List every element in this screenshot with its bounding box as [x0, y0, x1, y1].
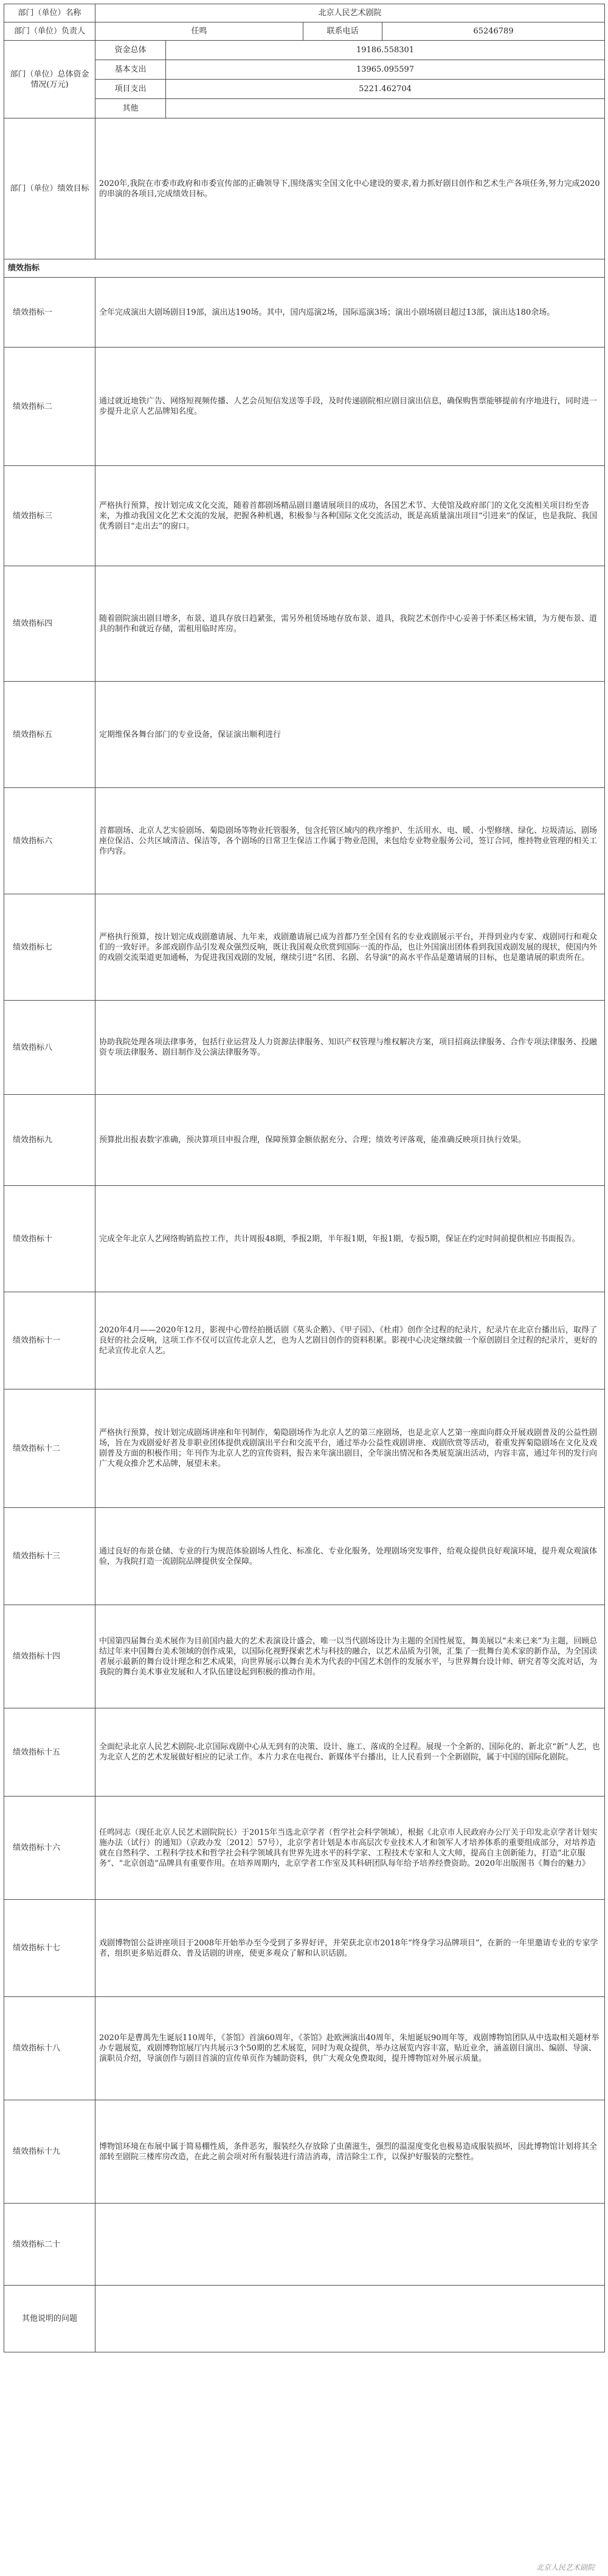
indicator-text: 随着剧院演出剧目增多，布景、道具存放日趋紧张，需另外租赁场地存放布景、道具，我院艺术创作中心妥善于怀柔区杨宋镇，为方便布景、道具的制作和就近存储，需租用临时库房。	[95, 566, 605, 682]
indicator-label: 绩效指标十一	[4, 1292, 95, 1389]
other-issues-row	[4, 2286, 605, 2352]
funds-item-name: 其他	[95, 99, 166, 118]
other-issues-text	[95, 2286, 605, 2352]
indicator-text: 严格执行预算，按计划完成文化交流，随着首都剧场精品剧目邀请展项目的成功，各国艺术节、大使馆及政府部门的文化交流相关项目纷至沓来，为推动我国文化艺术交流的发展，把握各种机遇，积极参与各种国际文化交流活动，既是高质量演出项目“引进来”的保证，也是我院、我国优秀剧目“走出去”的窗口。	[95, 466, 605, 566]
indicator-row	[4, 1997, 605, 2100]
indicator-text: 通过良好的布景仓储、专业的行为规范体验剧场人性化、标准化、专业化服务，处理剧场突发事件，给观众提供良好观演环境，提升观众观演体验，为我院打造一流剧院品牌提供安全保障。	[95, 1508, 605, 1605]
phone-label: 联系电话	[303, 22, 382, 41]
indicator-text: 协助我院处理各项法律事务，包括行业运营及人力资源法律服务、知识产权管理与维权解决方案，项目招商法律服务、合作专项法律服务、投融资专项法律服务、剧目制作及公演法律服务等。	[95, 1001, 605, 1095]
indicator-label: 绩效指标十	[4, 1186, 95, 1292]
indicator-row	[4, 466, 605, 566]
funds-item-amount: 13965.095597	[166, 60, 605, 80]
target-label: 部门（单位）绩效目标	[4, 118, 95, 259]
indicator-row	[4, 1708, 605, 1797]
indicator-row	[4, 1095, 605, 1186]
section-header-row	[4, 259, 605, 278]
indicator-label: 绩效指标十六	[4, 1797, 95, 1900]
indicator-label: 绩效指标二十	[4, 2204, 95, 2286]
indicator-label: 绩效指标一	[4, 278, 95, 348]
leader-name: 任鸣	[95, 22, 303, 41]
indicator-text: 全面纪录北京人民艺术剧院-北京国际戏剧中心从无到有的决策、设计、施工、落成的全过程。展现一个全新的、国际化的、新北京“新”人艺，也为北京人艺的艺术发展做好相应的记录工作。本片力求在电视台、新媒体平台播出，让人民看到一个全新剧院，属于中国的国际化剧院。	[95, 1708, 605, 1797]
indicator-text: 严格执行预算，按计划完成戏剧邀请展、九年来，戏剧邀请展已成为首都乃至全国有名的专业戏剧展示平台，并得到业内专家、戏剧同行和观众们的一致好评。多部戏剧作品引发观众强烈反响，既让我国观众欣赏到国际一流的作品，也让外国演出团体看到我国戏剧发展的现状，使国内外的戏剧交流渠道更加通畅，为促进我国戏剧的发展，继续引进“名团、名剧、名导演”的高水平作品是邀请展的目标，也是邀请展的职责所在。	[95, 894, 605, 1001]
indicator-label: 绩效指标七	[4, 894, 95, 1001]
funds-item-name: 项目支出	[95, 80, 166, 99]
leader-row	[4, 22, 605, 41]
indicator-label: 绩效指标十五	[4, 1708, 95, 1797]
indicator-text: 中国第四届舞台美术展作为目前国内最大的艺术表演设计盛会，唯一以当代剧场设计为主题的全国性展览，舞美展以“未来已来”为主题，回顾总结过年来中国舞台美术领域的创作成果，以国际化视野探索艺术与科技的融合，以艺术品质为引领，汇集了一批舞台美术家的新作品，为全国读者展示最新的舞台设计理念和艺术成果，向世界展示以舞台美术为代表的中国艺术创作的发展水平，与世界舞台设计师、研究者等交流对话，为我院的舞台美术事业发展和人才队伍建设起到积极的推动作用。	[95, 1605, 605, 1708]
indicator-row	[4, 348, 605, 466]
funds-row-total	[4, 41, 605, 60]
indicator-text: 戏剧博物馆公益讲座项目于2008年开始举办至今受到了多界好评，并荣获北京市2018年“终身学习品牌项目”，在新的一年里邀请专业的专家学者，组织更多贴近群众、普及话剧的讲座，使更多观众了解和认识话剧。	[95, 1900, 605, 1997]
indicator-label: 绩效指标十七	[4, 1900, 95, 1997]
funds-item-amount: 5221.462704	[166, 80, 605, 99]
unit-name-value: 北京人民艺术剧院	[95, 4, 605, 22]
indicator-row	[4, 2100, 605, 2204]
indicator-row	[4, 278, 605, 348]
indicator-row	[4, 1292, 605, 1389]
indicator-row	[4, 2204, 605, 2286]
indicator-text: 博物馆环境在布展中属于简易棚性质，条件恶劣，服装经久存放除了虫菌滋生，强烈的温湿度变化也极易造成服装损坏，因此博物馆计划将其全部转至剧院三楼库房改造，在此之前会项对所有服装进行清洁消毒，清洁除尘工作，以保护好服装的完整性。	[95, 2100, 605, 2204]
indicator-text: 完成全年北京人艺网络购销监控工作，共计周报48期，季报2期，半年报1期，年报1期，专报5期，保证在约定时间前提供相应书面报告。	[95, 1186, 605, 1292]
watermark-text: 北京人民艺术剧院	[536, 2563, 595, 2572]
indicator-row	[4, 1605, 605, 1708]
indicator-text: 2020年是曹禺先生诞辰110周年，《茶馆》首演60周年，《茶馆》赴欧洲演出40周年，朱旭诞辰90周年等，戏剧博物馆团队从中选取相关题材举办专题展览，戏剧博物馆展厅内共展示3个50期的艺术展览，同时为观众提供，举办这展览内容丰富，贴近业余，涵盖剧目演出、编剧、导演、演职员介绍，导演创作与剧目首演的宣传单页作为辅助资料，供广大观众免费取阅，提升博物馆对外展示质量。	[95, 1997, 605, 2100]
other-issues-label: 其他说明的问题	[4, 2286, 95, 2352]
indicator-text: 全年完成演出大剧场剧目19部，演出达190场。其中，国内巡演2场，国际巡演3场；演出小剧场剧目超过13部，演出达180余场。	[95, 278, 605, 348]
indicator-row	[4, 1797, 605, 1900]
funds-item-amount	[166, 99, 605, 118]
indicator-label: 绩效指标十二	[4, 1389, 95, 1508]
indicator-row	[4, 682, 605, 788]
indicator-label: 绩效指标五	[4, 682, 95, 788]
indicator-label: 绩效指标十八	[4, 1997, 95, 2100]
indicator-label: 绩效指标八	[4, 1001, 95, 1095]
indicator-text	[95, 2204, 605, 2286]
indicator-row	[4, 1900, 605, 1997]
indicator-label: 绩效指标二	[4, 348, 95, 466]
indicator-text: 通过就近地铁广告、网络短视频传播、人艺会员短信发送等手段，及时传递剧院相应剧目演出信息，确保购售票能够提前有序地进行，同时进一步提升北京人艺品牌知名度。	[95, 348, 605, 466]
indicator-label: 绩效指标四	[4, 566, 95, 682]
indicator-label: 绩效指标三	[4, 466, 95, 566]
indicator-row	[4, 1001, 605, 1095]
indicator-text: 预算批出报表数字准确，预决算项目申报合理，保障预算金额依据充分、合理；绩效考评落观，能准确反映项目执行效果。	[95, 1095, 605, 1186]
indicator-text: 严格执行预算，按计划完成剧场讲座和年刊制作，菊隐剧场作为北京人艺的第三座剧场，也是北京人艺第一座面向群众开展戏剧普及的公益性剧场，旨在为戏剧爱好者及非职业团体提供戏剧演出平台和交流平台，通过举办公益性戏剧讲座、戏剧欣赏等活动，着重发挥菊隐剧场在文化及戏剧普及方面的积极作用；年刊作为北京人艺的宣传资料，报告来年演出剧目，全年演出情况和各类展览演出活动，内容丰富，通过年刊的发行向广大观众推介艺术品牌，展望未来。	[95, 1389, 605, 1508]
indicator-label: 绩效指标十九	[4, 2100, 95, 2204]
target-row	[4, 118, 605, 259]
indicator-row	[4, 788, 605, 894]
funds-item-name: 资金总体	[95, 41, 166, 60]
indicator-text: 首都剧场、北京人艺实验剧场、菊隐剧场等物业托管服务，包含托管区域内的秩序维护、生活用水、电、暖、小型修缮、绿化、垃圾清运、剧场座位保洁、公共区域清洁、保洁等，各个剧场的日常卫生保洁工作属于物业范围，来包给专业物业服务公司，签订合同，维持物业管理的相关工作内容。	[95, 788, 605, 894]
indicator-label: 绩效指标十三	[4, 1508, 95, 1605]
unit-name-label: 部门（单位）名称	[4, 4, 95, 22]
funds-item-amount: 19186.558301	[166, 41, 605, 60]
indicator-row	[4, 566, 605, 682]
indicator-row	[4, 1389, 605, 1508]
indicator-label: 绩效指标十四	[4, 1605, 95, 1708]
phone-value: 65246789	[382, 22, 605, 41]
indicator-row	[4, 1186, 605, 1292]
funds-item-name: 基本支出	[95, 60, 166, 80]
unit-name-row	[4, 4, 605, 22]
indicator-row	[4, 1508, 605, 1605]
performance-target-table	[4, 4, 605, 2352]
indicator-text: 定期维保各舞台部门的专业设备，保证演出顺利进行	[95, 682, 605, 788]
target-text: 2020年,我院在市委市政府和市委宣传部的正确领导下,围绕落实全国文化中心建设的要求,着力抓好剧目创作和艺术生产各项任务,努力完成2020的串演的各项目,完成绩效目标。	[95, 118, 605, 259]
leader-label: 部门（单位）负责人	[4, 22, 95, 41]
indicator-text: 2020年4月——2020年12月，影视中心曾经拍摄话剧《莫头企鹅》、《甲子园》、《杜甫》创作全过程的纪录片，纪录片在北京台播出后，取得了良好的社会反响，这项工作不仅可以宣传北京人艺，也为人艺剧目创作的资料积累。影视中心决定继续做一个原创剧目全过程的纪录片，更好的纪录宣传北京人艺。	[95, 1292, 605, 1389]
indicator-row	[4, 894, 605, 1001]
indicator-text: 任鸣同志（现任北京人民艺术剧院院长）于2015年当选北京学者（哲学社会科学领域），根据《北京市人民政府办公厅关于印发北京学者计划实施办法（试行）的通知》（京政办发〔2012〕57号），北京学者计划是本市高层次专业技术人才和领军人才培养体系的重要组成部分，对培养造就在自然科学、工程科学技术和哲学社会科学领域具有世界先进水平的科学家、工程技术专家和人文大师，提高自主创新能力，打造“北京服务”、“北京创造”品牌具有重要作用。在培养周期内，北京学者工作室及其科研团队每年给予培养经费资助。2020年出版图书《舞台的魅力》	[95, 1797, 605, 1900]
indicator-label: 绩效指标六	[4, 788, 95, 894]
funds-label: 部门（单位）总体资金情况(万元)	[4, 41, 95, 118]
indicator-label: 绩效指标九	[4, 1095, 95, 1186]
section-title: 绩效指标	[4, 259, 605, 278]
